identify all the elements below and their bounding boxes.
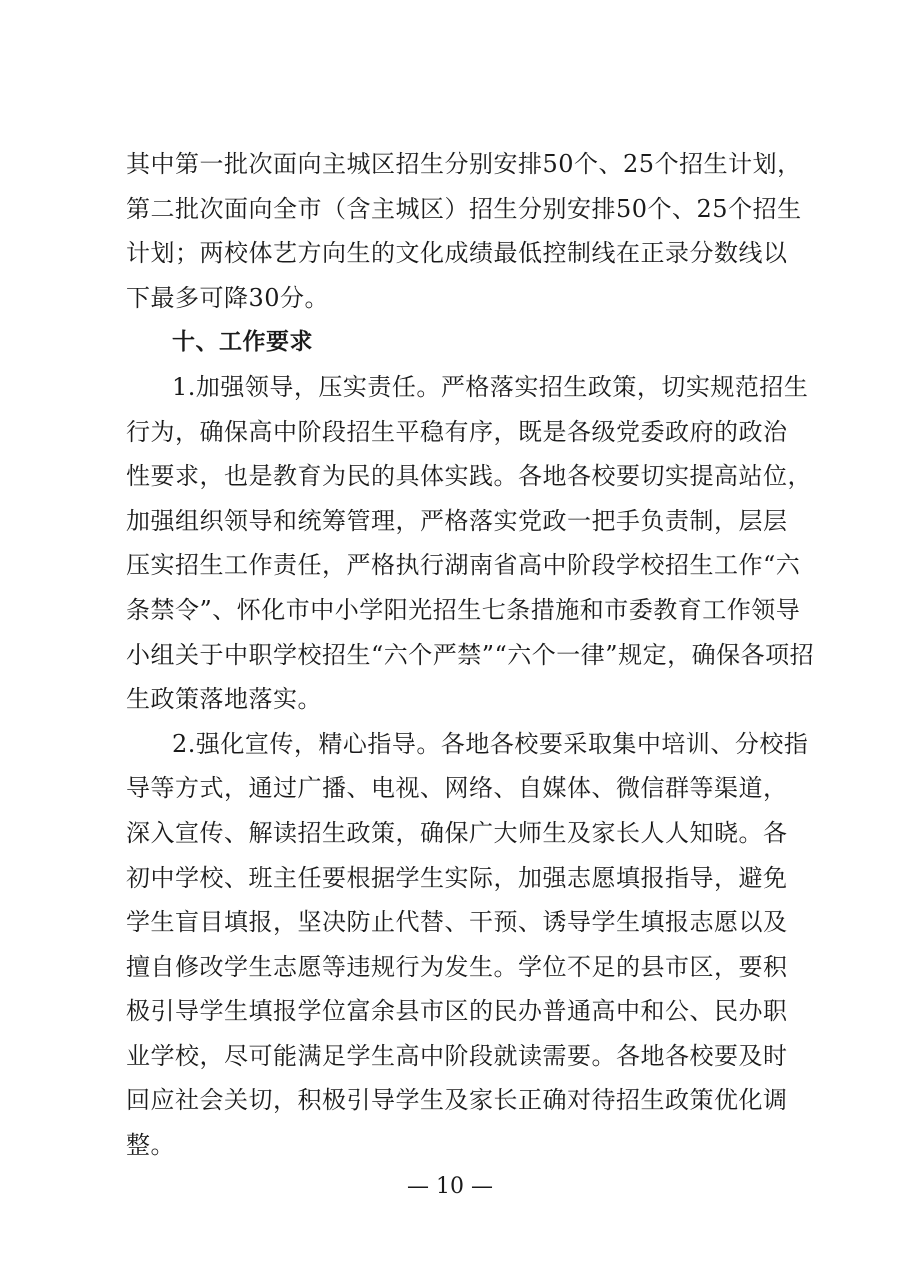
text-line: 小组关于中职学校招生“六个严禁”“六个一律”规定，确保各项招 [126,640,815,669]
text-line: 行为，确保高中阶段招生平稳有序，既是各级党委政府的政治 [126,417,788,446]
text-line: 2.强化宣传，精心指导。各地各校要采取集中培训、分校指 [172,729,809,758]
text-line: 极引导学生填报学位富余县市区的民办普通高中和公、民办职 [126,997,788,1026]
text-line: 回应社会关切，积极引导学生及家长正确对待招生政策优化调 [126,1086,788,1115]
text-line: 整。 [126,1131,175,1160]
document-body [126,142,815,1168]
page-number: — 10 — [407,1174,493,1199]
text-line: 性要求，也是教育为民的具体实践。各地各校要切实提高站位， [126,462,812,491]
text-line: 1.加强领导，压实责任。严格落实招生政策，切实规范招生 [172,372,809,401]
text-line: 条禁令”、怀化市中小学阳光招生七条措施和市委教育工作领导 [126,595,801,624]
section-heading: 十、工作要求 [172,329,313,356]
text-line: 下最多可降30分。 [126,283,330,312]
text-line: 加强组织领导和统筹管理，严格落实党政一把手负责制，层层 [126,506,788,535]
text-line: 生政策落地落实。 [126,685,322,714]
text-line: 擅自修改学生志愿等违规行为发生。学位不足的县市区，要积 [126,952,788,981]
text-line: 业学校，尽可能满足学生高中阶段就读需要。各地各校要及时 [126,1041,788,1070]
text-line: 计划；两校体艺方向生的文化成绩最低控制线在正录分数线以 [126,239,788,268]
text-line: 初中学校、班主任要根据学生实际，加强志愿填报指导，避免 [126,863,788,892]
text-line: 第二批次面向全市（含主城区）招生分别安排50个、25个招生 [126,194,802,223]
text-line: 其中第一批次面向主城区招生分别安排50个、25个招生计划， [126,150,802,178]
text-line: 导等方式，通过广播、电视、网络、自媒体、微信群等渠道， [126,774,788,803]
text-line: 学生盲目填报，坚决防止代替、干预、诱导学生填报志愿以及 [126,908,788,937]
text-line: 压实招生工作责任，严格执行湖南省高中阶段学校招生工作“六 [126,551,801,580]
text-line: 深入宣传、解读招生政策，确保广大师生及家长人人知晓。各 [126,818,788,847]
